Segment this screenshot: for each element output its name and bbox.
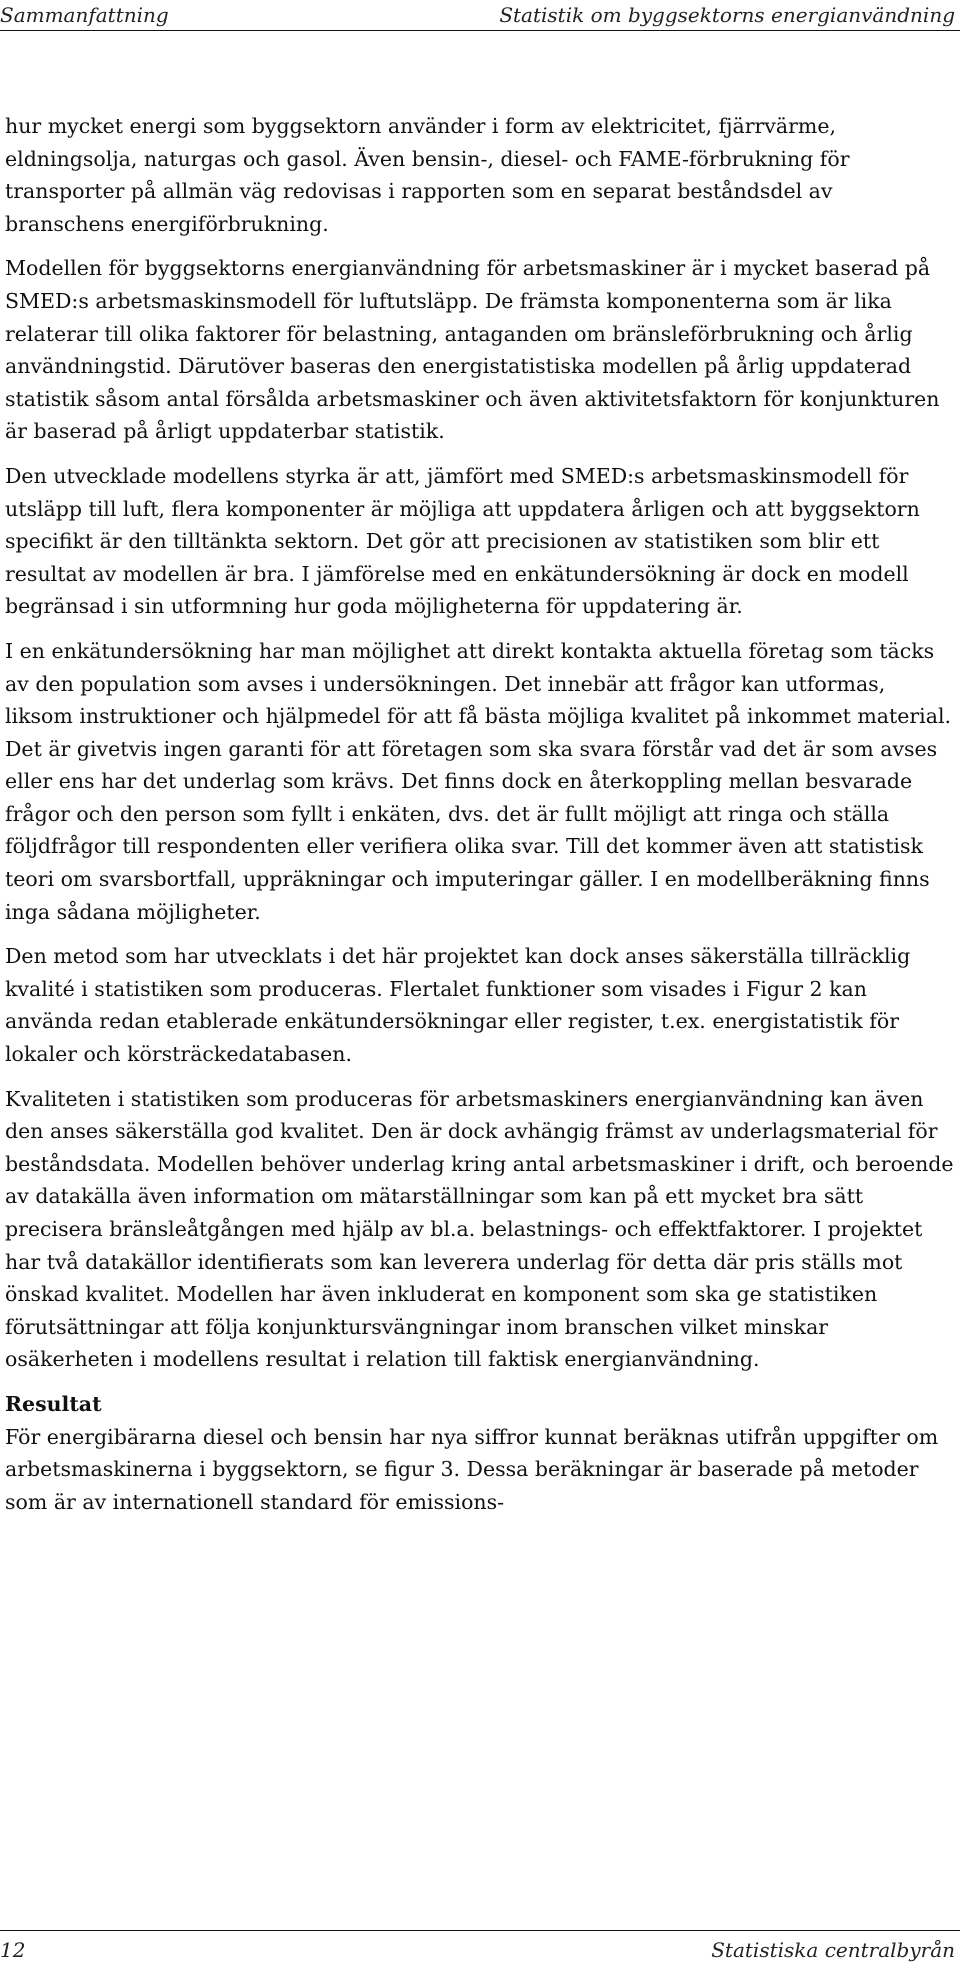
paragraph-3: Den utvecklade modellens styrka är att, jämfört med SMED:s arbetsmaskinsmodell för utsläpp till luft, flera komponenter är möjliga att uppdatera årligen och att byggsektorn specifikt är den tilltänkta sektorn. Det gör att precisionen av statistiken som blir ett resultat av modellen är bra. I jämförelse med en enkätundersökning är dock en modell begränsad i sin utformning hur goda möjligheterna för uppdatering är.: [5, 463, 920, 619]
section-paragraph: För energibärarna diesel och bensin har nya siffror kunnat beräknas utifrån uppgifter om arbetsmaskinerna i byggsektorn, se figur 3. Dessa beräkningar är baserade på metoder som är av internationell standard för emissions-: [5, 1424, 939, 1514]
paragraph-6: Kvaliteten i statistiken som produceras för arbetsmaskiners energianvändning kan även den anses säkerställa god kvalitet. Den är dock avhängig främst av underlagsmaterial för beståndsdata. Modellen behöver underlag kring antal arbetsmaskiner i drift, och beroende av datakälla även information om mätarställningar som kan på ett mycket bra sätt precisera bränsleåtgången med hjälp av bl.a. belastnings- och effektfaktorer. I projektet har två datakällor identifierats som kan leverera underlag för detta där pris ställs mot önskad kvalitet. Modellen har även inkluderat en komponent som ska ge statistiken förutsättningar att följa konjunktursvängningar inom branschen vilket minskar osäkerheten i modellens resultat i relation till faktisk energianvändning.: [5, 1086, 954, 1372]
footer-publisher: Statistiska centralbyrån: [711, 1938, 955, 1962]
header-rule: [0, 30, 960, 31]
page-header: [0, 0, 960, 34]
page-body: [5, 110, 955, 1530]
page-number: 12: [0, 1938, 26, 1962]
paragraph-1: hur mycket energi som byggsektorn använder i form av elektricitet, fjärrvärme, eldningsolja, naturgas och gasol. Även bensin-, diesel- och FAME-förbrukning för transporter på allmän väg redovisas i rapporten som en separat beståndsdel av branschens energiförbrukning.: [5, 114, 850, 236]
paragraph-5: Den metod som har utvecklats i det här projektet kan dock anses säkerställa tillräcklig kvalité i statistiken som produceras. Flertalet funktioner som visades i Figur 2 kan använda redan etablerade enkätundersökningar eller register, t.ex. energistatistik för lokaler och körsträckedatabasen.: [5, 944, 911, 1067]
section-heading: Resultat: [5, 1391, 102, 1416]
paragraph-4: I en enkätundersökning har man möjlighet att direkt kontakta aktuella företag som täcks av den population som avses i undersökningen. Det innebär att frågor kan utformas, liksom instruktioner och hjälpmedel för att få bästa möjliga kvalitet på inkommet material. Det är givetvis ingen garanti för att företagen som ska svara förstår vad det är som avses eller ens har det underlag som krävs. Det finns dock en återkoppling mellan besvarade frågor och den person som fyllt i enkäten, dvs. det är fullt möjligt att ringa och ställa följdfrågor till respondenten eller verifiera olika svar. Till det kommer även att statistisk teori om svarsbortfall, uppräkningar och imputeringar gäller. I en modellberäkning finns inga sådana möjligheter.: [5, 638, 952, 924]
header-chapter-title: Sammanfattning: [0, 3, 169, 27]
page-footer: [0, 1930, 960, 1966]
footer-rule: [0, 1930, 960, 1931]
paragraph-2: Modellen för byggsektorns energianvändning för arbetsmaskiner är i mycket baserad på SMED:s arbetsmaskinsmodell för luftutsläpp. De främsta komponenterna som är lika relaterar till olika faktorer för belastning, antaganden om bränsleförbrukning och årlig användningstid. Därutöver baseras den energistatistiska modellen på årlig uppdaterad statistik såsom antal försålda arbetsmaskiner och även aktivitetsfaktorn för konjunkturen är baserad på årligt uppdaterbar statistik.: [5, 256, 940, 444]
header-document-title: Statistik om byggsektorns energianvändning: [499, 3, 955, 27]
